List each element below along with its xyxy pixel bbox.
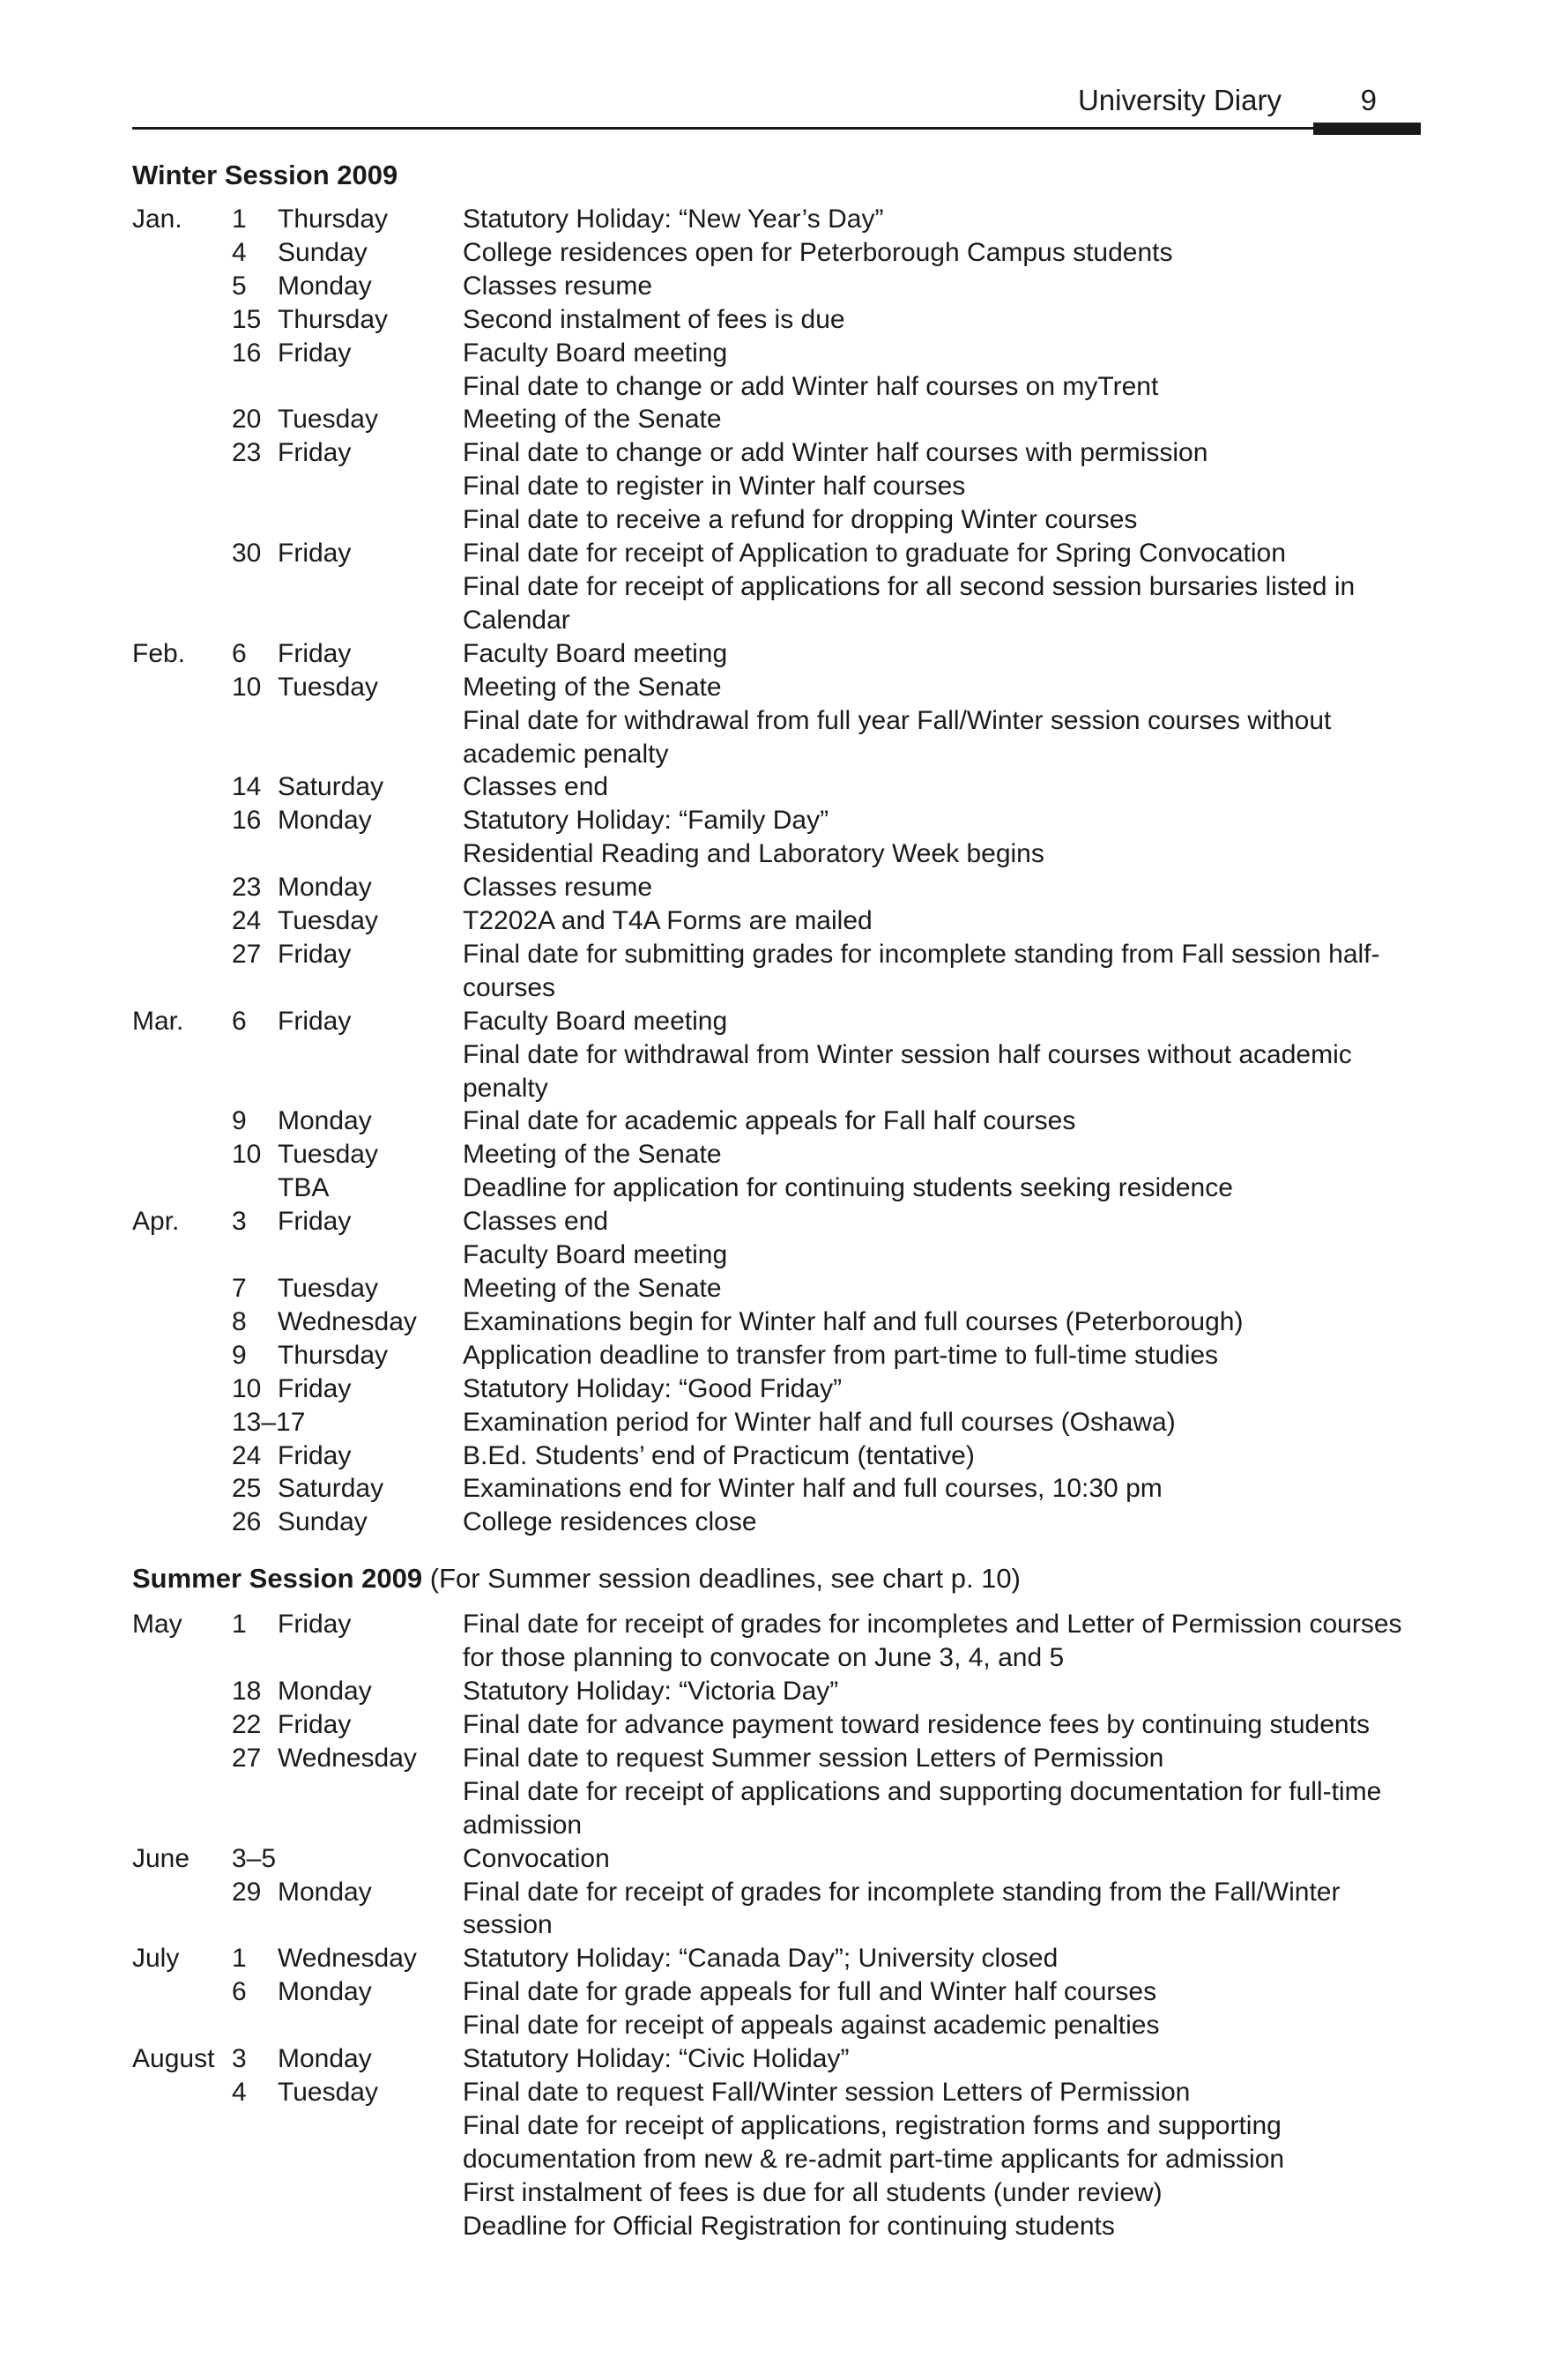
entry-weekday (278, 2009, 463, 2042)
entry-weekday (278, 570, 463, 637)
diary-entry (132, 938, 1428, 1005)
entry-event: Second instalment of fees is due (463, 304, 845, 334)
entry-day: 25 (232, 1474, 262, 1504)
diary-entry (132, 1942, 1428, 1975)
diary-entry (132, 1675, 1428, 1708)
entry-event: Meeting of the Senate (463, 1274, 722, 1303)
entry-month (132, 704, 232, 771)
entry-event: Meeting of the Senate (463, 405, 722, 435)
diary-entry (132, 337, 1428, 370)
entry-event: Final date for advance payment toward residence fees by continuing students (463, 1709, 1370, 1739)
diary-entry (132, 1876, 1428, 1943)
summer-session-note: (For Summer session deadlines, see chart p. 10) (429, 1563, 1021, 1595)
entry-day: 9 (232, 1106, 247, 1136)
entry-month (132, 1138, 232, 1171)
diary-entry (132, 637, 1428, 671)
entry-event: Classes resume (463, 271, 653, 301)
entry-month (132, 2210, 232, 2243)
entry-weekday: Tuesday (278, 405, 378, 435)
entry-day: 1 (232, 1944, 247, 1974)
diary-entry (132, 503, 1428, 537)
entry-day: 6 (232, 638, 247, 668)
entry-weekday: TBA (278, 1173, 330, 1203)
entry-event: Final date for receipt of Application to graduate for Spring Convocation (463, 539, 1286, 569)
diary-entry (132, 370, 1428, 404)
entry-event: College residences close (463, 1507, 757, 1537)
entry-day (232, 2210, 278, 2243)
entry-event: Classes end (463, 772, 609, 802)
entry-event: Faculty Board meeting (463, 338, 728, 368)
entry-day: 10 (232, 1140, 262, 1170)
entry-weekday: Friday (278, 1373, 352, 1403)
entry-weekday (278, 1038, 463, 1105)
header-accent-bar (1313, 123, 1421, 135)
entry-day: 20 (232, 405, 262, 435)
diary-entry (132, 704, 1428, 771)
entry-day: 1 (232, 205, 247, 234)
diary-entry (132, 2076, 1428, 2109)
entry-weekday: Sunday (278, 1507, 368, 1537)
header-title: University Diary (1077, 84, 1282, 116)
entry-weekday: Wednesday (278, 1306, 417, 1336)
entry-day: 24 (232, 906, 262, 936)
entry-event: Examinations end for Winter half and full courses, 10:30 pm (463, 1474, 1163, 1504)
entry-event: Statutory Holiday: “Civic Holiday” (463, 2044, 850, 2074)
entry-event: Final date for receipt of appeals against academic penalties (463, 2011, 1160, 2041)
diary-entry (132, 1171, 1428, 1205)
diary-entry (132, 904, 1428, 938)
entry-month (132, 403, 232, 436)
diary-entry (132, 1104, 1428, 1138)
entry-month: June (132, 1843, 190, 1873)
entry-event: Faculty Board meeting (463, 1006, 728, 1036)
diary-entry (132, 1842, 1428, 1876)
diary-entry (132, 1238, 1428, 1272)
entry-month (132, 1708, 232, 1742)
entry-day (232, 503, 278, 537)
entry-weekday: Friday (278, 539, 352, 569)
entry-day: 3 (232, 1207, 247, 1237)
entry-weekday (278, 2210, 463, 2243)
diary-entry (132, 2109, 1428, 2176)
entry-day: 29 (232, 1877, 262, 1907)
diary-entry (132, 236, 1428, 270)
entry-weekday: Saturday (278, 772, 384, 802)
entry-event: Final date for submitting grades for incomplete standing from Fall session half-courses (463, 939, 1380, 1002)
entry-day (232, 837, 278, 871)
entry-event: Final date for academic appeals for Fall half courses (463, 1106, 1076, 1136)
entry-month (132, 1876, 232, 1943)
entry-weekday (278, 1775, 463, 1842)
entry-month (132, 770, 232, 804)
entry-month (132, 1975, 232, 2009)
entry-day: 15 (232, 304, 262, 334)
entry-event: Faculty Board meeting (463, 638, 728, 668)
diary-entry (132, 871, 1428, 904)
entry-weekday: Thursday (278, 304, 389, 334)
entry-day: 10 (232, 1373, 262, 1403)
entry-day: 23 (232, 873, 262, 903)
entry-event: Deadline for application for continuing students seeking residence (463, 1173, 1233, 1203)
entry-month (132, 270, 232, 303)
entry-month (132, 1238, 232, 1272)
entry-month (132, 2109, 232, 2176)
entry-event: Final date to request Fall/Winter session Letters of Permission (463, 2077, 1191, 2107)
entry-month (132, 1171, 232, 1205)
entry-day (232, 370, 278, 404)
entry-weekday (278, 503, 463, 537)
entry-day: 3–5 (232, 1843, 277, 1873)
diary-entry (132, 470, 1428, 503)
entry-day: 4 (232, 2077, 247, 2107)
entry-event: Classes resume (463, 873, 653, 903)
entry-event: Meeting of the Senate (463, 1140, 722, 1170)
entry-day: 3 (232, 2044, 247, 2074)
entry-weekday (278, 2176, 463, 2210)
entry-weekday: Monday (278, 1877, 372, 1907)
entry-day: 1 (232, 1610, 247, 1640)
entry-month (132, 1675, 232, 1708)
entry-day (232, 1775, 278, 1842)
entry-month (132, 1472, 232, 1506)
entry-day: 14 (232, 772, 262, 802)
entry-day: 10 (232, 672, 262, 702)
entry-month: Mar. (132, 1006, 184, 1036)
entry-day: 18 (232, 1677, 262, 1707)
entry-month (132, 370, 232, 404)
entry-month (132, 871, 232, 904)
entry-event: Final date to change or add Winter half courses with permission (463, 438, 1208, 468)
entry-month (132, 1439, 232, 1473)
entry-event: Statutory Holiday: “Canada Day”; University closed (463, 1944, 1059, 1974)
diary-entry (132, 2042, 1428, 2076)
winter-session-heading (132, 159, 1428, 192)
entry-event: Examination period for Winter half and full courses (Oshawa) (463, 1407, 1176, 1437)
entry-event: Convocation (463, 1843, 610, 1873)
entry-day: 22 (232, 1709, 262, 1739)
entry-weekday (278, 370, 463, 404)
entry-month (132, 938, 232, 1005)
entry-weekday (278, 1842, 463, 1876)
entry-event: Final date for receipt of grades for incompletes and Letter of Permission courses for those planning to convocate on June 3, 4, and 5 (463, 1610, 1402, 1673)
entry-weekday: Thursday (278, 205, 389, 234)
entry-weekday: Tuesday (278, 2077, 378, 2107)
entry-month (132, 1272, 232, 1305)
entry-weekday: Tuesday (278, 1140, 378, 1170)
diary-entry (132, 2176, 1428, 2210)
diary-entry (132, 1608, 1428, 1675)
entry-month (132, 904, 232, 938)
entry-day (232, 2009, 278, 2042)
entry-event: T2202A and T4A Forms are mailed (463, 906, 873, 936)
entry-event: Statutory Holiday: “New Year’s Day” (463, 205, 884, 234)
entry-event: Residential Reading and Laboratory Week begins (463, 839, 1044, 869)
entry-weekday: Friday (278, 338, 352, 368)
entry-weekday: Friday (278, 1610, 352, 1640)
entry-event: Final date to change or add Winter half courses on myTrent (463, 371, 1159, 401)
entry-day: 5 (232, 271, 247, 301)
entry-event: Final date to register in Winter half courses (463, 472, 966, 502)
entry-weekday: Tuesday (278, 906, 378, 936)
entry-weekday: Tuesday (278, 672, 378, 702)
entry-month: May (132, 1610, 182, 1640)
entry-weekday: Friday (278, 1440, 352, 1470)
entry-month (132, 1742, 232, 1775)
entry-day (232, 2176, 278, 2210)
entry-weekday: Monday (278, 1977, 372, 2007)
entry-weekday: Wednesday (278, 1944, 417, 1974)
entry-month: Apr. (132, 1207, 180, 1237)
entry-weekday: Monday (278, 1106, 372, 1136)
diary-entry (132, 203, 1428, 236)
entry-weekday (278, 1238, 463, 1272)
diary-entry (132, 1205, 1428, 1238)
diary-entry (132, 303, 1428, 337)
diary-entry (132, 570, 1428, 637)
diary-entry (132, 1708, 1428, 1742)
diary-entry (132, 537, 1428, 570)
entry-event: Final date for receipt of applications for all second session bursaries listed in Calendar (463, 571, 1356, 635)
entry-month (132, 1104, 232, 1138)
entry-weekday: Wednesday (278, 1743, 417, 1773)
entry-day: 24 (232, 1440, 262, 1470)
entry-day: 26 (232, 1507, 262, 1537)
summer-session-title: Summer Session 2009 (132, 1563, 423, 1595)
entry-month (132, 236, 232, 270)
entry-day: 27 (232, 1743, 262, 1773)
diary-entry (132, 804, 1428, 837)
entry-day: 13–17 (232, 1407, 306, 1437)
entry-month (132, 1339, 232, 1372)
entry-event: Final date for receipt of applications, registration forms and supporting documentation from new & re-admit part-time applicants for admission (463, 2110, 1285, 2174)
entry-day: 8 (232, 1306, 247, 1336)
entry-weekday: Monday (278, 806, 372, 836)
entry-month: Feb. (132, 638, 186, 668)
entry-month (132, 1305, 232, 1339)
entry-month (132, 1372, 232, 1406)
entry-day (232, 2109, 278, 2176)
entry-day: 7 (232, 1274, 247, 1303)
entry-event: Final date for withdrawal from full year Fall/Winter session courses without academic penalty (463, 705, 1332, 769)
entry-event: Meeting of the Senate (463, 672, 722, 702)
entry-weekday: Monday (278, 271, 372, 301)
winter-session-list (132, 203, 1428, 1539)
diary-entry (132, 1406, 1428, 1439)
entry-day (232, 1238, 278, 1272)
entry-event: Final date to receive a refund for dropping Winter courses (463, 505, 1138, 535)
entry-month (132, 470, 232, 503)
entry-weekday: Tuesday (278, 1274, 378, 1303)
entry-day: 27 (232, 939, 262, 969)
entry-event: Statutory Holiday: “Victoria Day” (463, 1677, 839, 1707)
entry-weekday (278, 2109, 463, 2176)
diary-entry (132, 1372, 1428, 1406)
entry-event: Examinations begin for Winter half and full courses (Peterborough) (463, 1306, 1244, 1336)
entry-day (232, 704, 278, 771)
entry-event: Statutory Holiday: “Good Friday” (463, 1373, 843, 1403)
entry-weekday (278, 1406, 463, 1439)
entry-weekday: Friday (278, 939, 352, 969)
entry-month: August (132, 2044, 215, 2074)
entry-month: Jan. (132, 205, 182, 234)
entry-event: Classes end (463, 1207, 609, 1237)
summer-session-heading (132, 1562, 1428, 1595)
entry-event: Final date for grade appeals for full and Winter half courses (463, 1977, 1157, 2007)
entry-weekday: Monday (278, 873, 372, 903)
entry-month (132, 2176, 232, 2210)
entry-month (132, 804, 232, 837)
entry-day: 16 (232, 806, 262, 836)
diary-entry (132, 1472, 1428, 1506)
entry-day: 30 (232, 539, 262, 569)
diary-entry (132, 436, 1428, 470)
diary-entry (132, 1339, 1428, 1372)
entry-weekday (278, 704, 463, 771)
entry-month (132, 671, 232, 704)
entry-weekday: Friday (278, 1006, 352, 1036)
entry-month (132, 2009, 232, 2042)
diary-entry (132, 1138, 1428, 1171)
diary-entry (132, 1742, 1428, 1775)
entry-event: Final date for receipt of applications and supporting documentation for full-time admission (463, 1776, 1382, 1840)
entry-event: Final date for receipt of grades for incomplete standing from the Fall/Winter session (463, 1877, 1341, 1940)
entry-weekday: Friday (278, 1709, 352, 1739)
page-number: 9 (1360, 84, 1377, 116)
winter-session-title: Winter Session 2009 (132, 160, 398, 190)
running-header (132, 81, 1421, 130)
entry-month (132, 1506, 232, 1539)
diary-entry (132, 1005, 1428, 1038)
entry-month (132, 503, 232, 537)
entry-month (132, 436, 232, 470)
entry-day (232, 1038, 278, 1105)
entry-month: July (132, 1944, 180, 1974)
diary-entry (132, 1305, 1428, 1339)
entry-weekday (278, 837, 463, 871)
diary-entry (132, 1506, 1428, 1539)
diary-entry (132, 1975, 1428, 2009)
entry-month (132, 1775, 232, 1842)
diary-entry (132, 2009, 1428, 2042)
entry-month (132, 837, 232, 871)
entry-event: Final date for withdrawal from Winter session half courses without academic penalty (463, 1039, 1352, 1103)
entry-event: Statutory Holiday: “Family Day” (463, 806, 829, 836)
entry-event: Application deadline to transfer from part-time to full-time studies (463, 1340, 1219, 1370)
diary-entry (132, 1439, 1428, 1473)
entry-event: Faculty Board meeting (463, 1240, 728, 1270)
diary-entry (132, 671, 1428, 704)
entry-month (132, 337, 232, 370)
entry-day: 16 (232, 338, 262, 368)
entry-month (132, 303, 232, 337)
diary-entry (132, 1038, 1428, 1105)
entry-month (132, 1406, 232, 1439)
entry-month (132, 570, 232, 637)
entry-event: Deadline for Official Registration for continuing students (463, 2211, 1115, 2241)
entry-weekday: Friday (278, 1207, 352, 1237)
entry-day (232, 470, 278, 503)
entry-event: Final date to request Summer session Letters of Permission (463, 1743, 1164, 1773)
entry-month (132, 1038, 232, 1105)
diary-entry (132, 770, 1428, 804)
entry-day: 23 (232, 438, 262, 468)
entry-weekday: Thursday (278, 1340, 389, 1370)
entry-month (132, 537, 232, 570)
entry-weekday: Friday (278, 638, 352, 668)
entry-weekday: Saturday (278, 1474, 384, 1504)
entry-day: 4 (232, 237, 247, 267)
diary-entry (132, 2210, 1428, 2243)
entry-weekday: Monday (278, 2044, 372, 2074)
entry-day (232, 570, 278, 637)
entry-day: 6 (232, 1006, 247, 1036)
summer-session-list (132, 1608, 1428, 2242)
entry-event: First instalment of fees is due for all students (under review) (463, 2177, 1163, 2207)
diary-entry (132, 837, 1428, 871)
entry-weekday: Friday (278, 438, 352, 468)
entry-day: 9 (232, 1340, 247, 1370)
entry-weekday: Sunday (278, 237, 368, 267)
diary-entry (132, 403, 1428, 436)
diary-entry (132, 270, 1428, 303)
diary-entry (132, 1775, 1428, 1842)
entry-weekday (278, 470, 463, 503)
entry-day (232, 1171, 278, 1205)
entry-day: 6 (232, 1977, 247, 2007)
entry-event: B.Ed. Students’ end of Practicum (tentative) (463, 1440, 975, 1470)
entry-weekday: Monday (278, 1677, 372, 1707)
entry-event: College residences open for Peterborough Campus students (463, 237, 1173, 267)
entry-month (132, 2076, 232, 2109)
diary-entry (132, 1272, 1428, 1305)
diary-content (132, 159, 1428, 2242)
